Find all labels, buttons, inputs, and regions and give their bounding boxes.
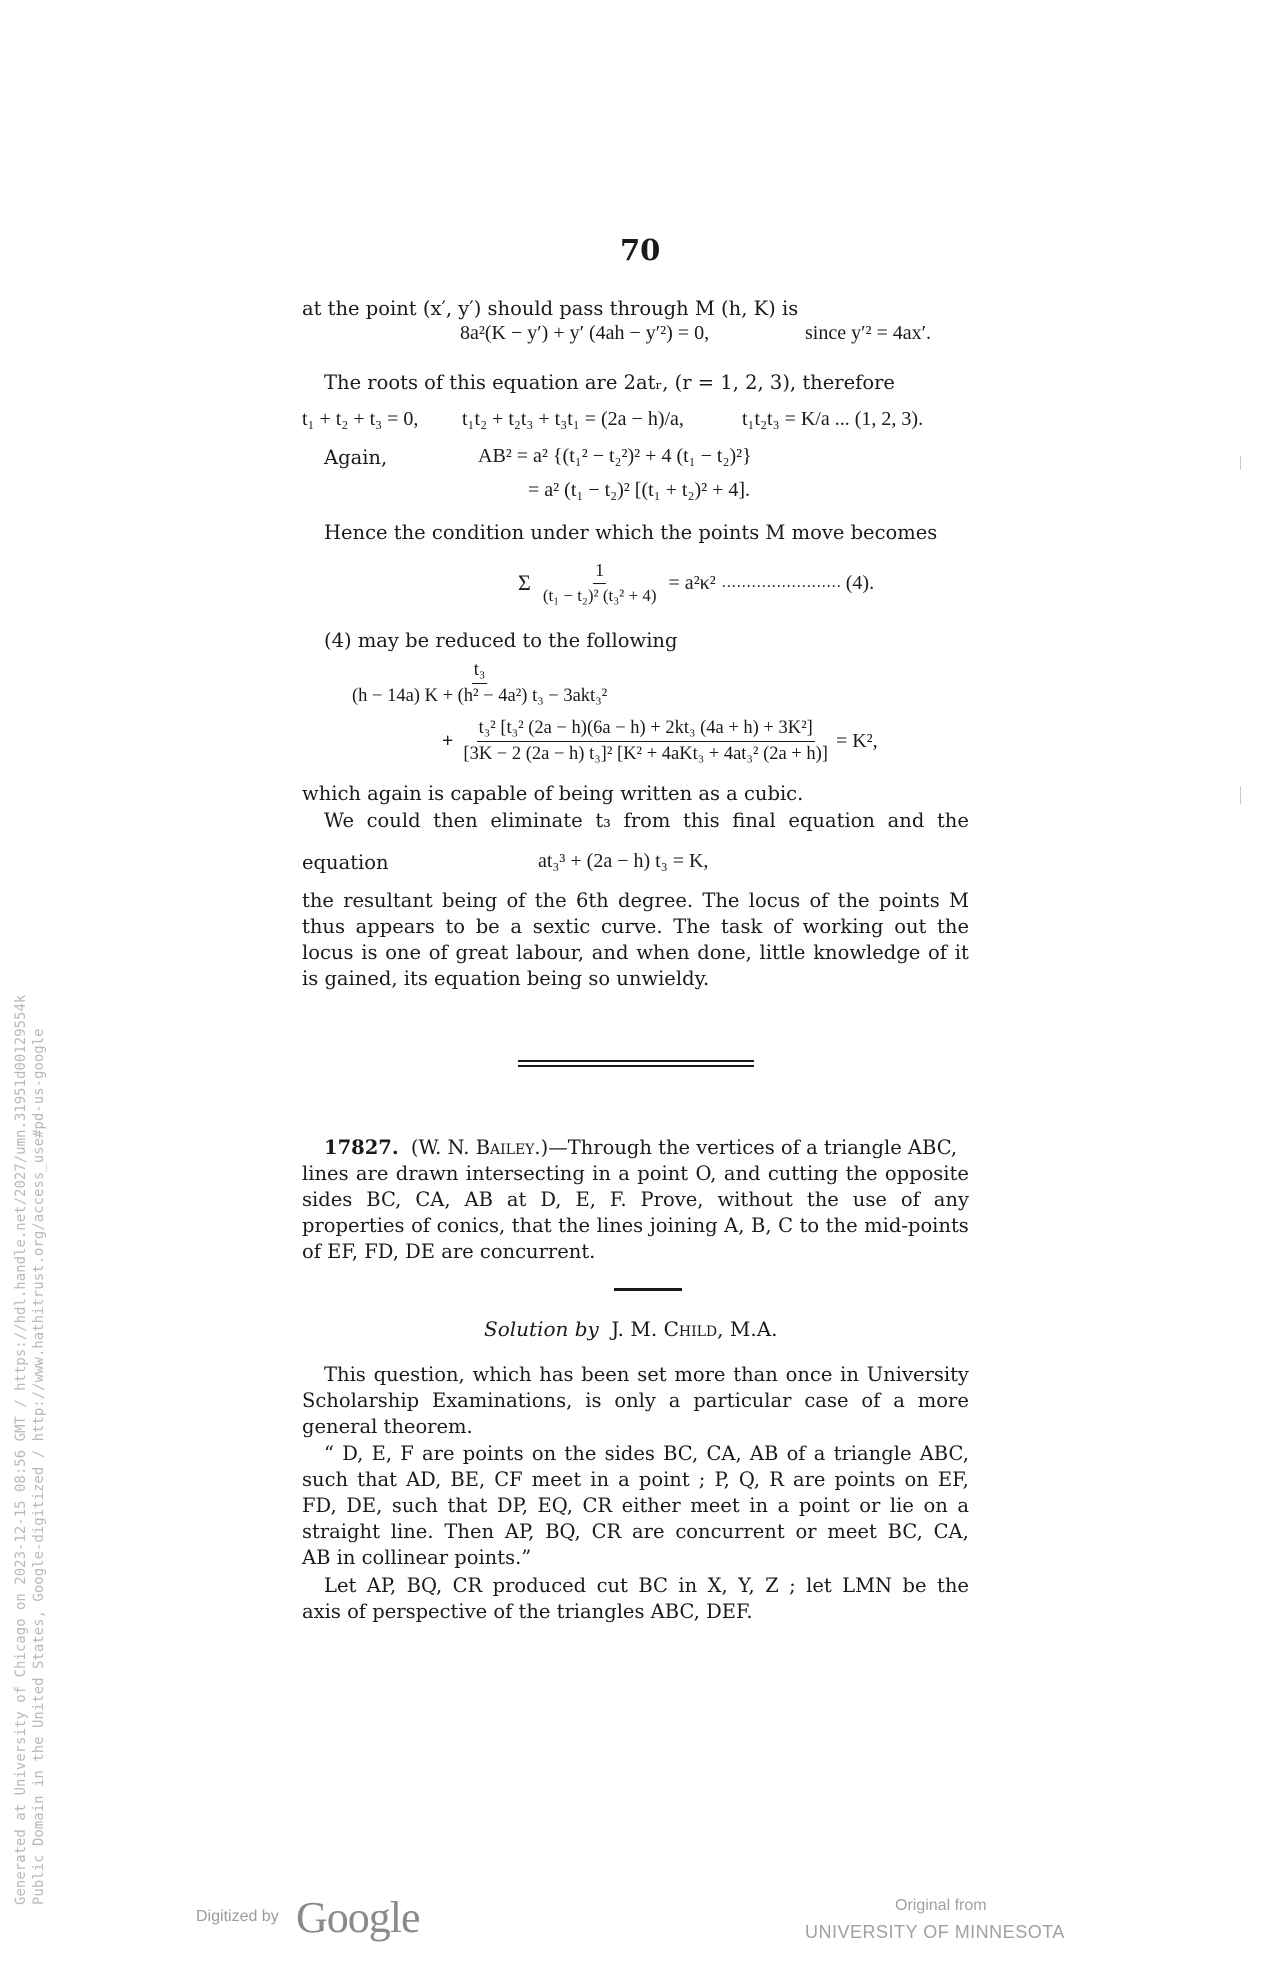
paragraph-line [302, 1467, 969, 1493]
word: lines [302, 1162, 349, 1185]
word: produced [492, 1574, 587, 1597]
word: Z [765, 1574, 779, 1597]
word: which [472, 1363, 532, 1386]
equation-4-tag: (4). [845, 571, 875, 594]
word: are [422, 1442, 455, 1465]
equation-5-denominator-2: [3K − 2 (2a − h) t₃]² [K² + 4aKt₃ + 4at₃² (2a + h)] [463, 744, 828, 764]
word: C [778, 1214, 793, 1237]
word: intersecting [465, 1162, 585, 1185]
word: D, [540, 1188, 562, 1211]
word: the [302, 889, 334, 912]
word: joining [649, 1214, 718, 1237]
word: This [324, 1363, 366, 1386]
word: BQ, [545, 1520, 581, 1543]
provenance-note [12, 995, 48, 1905]
intro-line-2: The roots of this equation are 2atᵣ, (r = 1, 2, 3), therefore [324, 371, 895, 394]
word: A, [724, 1214, 745, 1237]
word: once [785, 1363, 833, 1386]
word: points [834, 1468, 896, 1491]
solution-paragraph-1 [302, 1362, 969, 1440]
solution-paragraph-3 [302, 1573, 969, 1625]
word: one [385, 941, 422, 964]
equation-5-plus: + [442, 730, 454, 752]
word: ABC, [919, 1442, 969, 1465]
word: is [361, 941, 378, 964]
word: F [400, 1442, 414, 1465]
word: point [638, 1468, 690, 1491]
solution-paragraph-2 [302, 1441, 969, 1571]
word: LMN [842, 1574, 893, 1597]
word: or [859, 1494, 881, 1517]
word: BC [638, 1574, 668, 1597]
word: of [861, 1389, 881, 1412]
word: meet [690, 1494, 740, 1517]
original-from-label: Original from [895, 1897, 987, 1914]
word: AP, [366, 1574, 397, 1597]
provenance-line-2: Public Domain in the United States, Google-digitized / http://www.hathitrust.org/access_use#pd-us-google [31, 1028, 47, 1905]
word: CA, [415, 1188, 451, 1211]
word: a [510, 915, 523, 938]
word: M [948, 889, 969, 912]
word: properties [302, 1214, 405, 1237]
page-number: 70 [620, 233, 661, 267]
problem-statement-start: —Through the vertices of a triangle ABC, [548, 1136, 958, 1159]
equation-2b: t₁t₂ + t₂t₃ + t₃t₁ = (2a − h)/a, [462, 408, 684, 430]
equation-5-part1 [350, 660, 609, 707]
word: from [623, 809, 671, 832]
word: D, [342, 1442, 364, 1465]
word: be [902, 1574, 927, 1597]
provenance-line-1: Generated at University of Chicago on 2023-12-15 08:56 GMT / https://hdl.handle.net/2027/umn.31951d00129554k [13, 994, 29, 1905]
google-logo: Google [296, 1893, 420, 1942]
word: of [928, 941, 948, 964]
word: Scholarship [302, 1389, 420, 1412]
word: ; [789, 1574, 796, 1597]
word: AB [464, 1188, 493, 1211]
word: task [721, 915, 763, 938]
word: at [506, 1188, 527, 1211]
equation-5-rhs: = K², [835, 730, 878, 752]
word: that [511, 1214, 552, 1237]
word: that [357, 1468, 397, 1491]
word: let [806, 1574, 832, 1597]
intro-line-6 [324, 808, 969, 834]
word: EF, [937, 1468, 969, 1491]
word: in [592, 1162, 611, 1185]
word: cutting [767, 1162, 839, 1185]
word: the [845, 1162, 878, 1185]
word: any [933, 1188, 969, 1211]
equation-3a: AB² = a² {(t₁² − t₂²)² + 4 (t₁ − t₂)²} [478, 445, 752, 467]
word: EQ, [537, 1494, 573, 1517]
intro-line-4: (4) may be reduced to the following [324, 629, 678, 652]
paragraph-last-line: axis of perspective of the triangles ABC, DEF. [302, 1600, 753, 1623]
equation-2a: t₁ + t₂ + t₃ = 0, [302, 408, 419, 430]
word: mid-points [864, 1214, 969, 1237]
word: on [904, 1468, 929, 1491]
equation-5-fraction-2 [461, 718, 830, 765]
word: points [878, 889, 940, 912]
word: X, [707, 1574, 728, 1597]
word: line. [390, 1520, 434, 1543]
word: the [837, 889, 870, 912]
word: The [673, 915, 711, 938]
word: the [564, 1442, 597, 1465]
word: could [366, 809, 421, 832]
word: more [917, 1389, 969, 1412]
word: ; [698, 1468, 706, 1491]
word: O, [695, 1162, 717, 1185]
word: E, [371, 1442, 393, 1465]
word: the [558, 1214, 591, 1237]
problem-line [302, 1213, 969, 1239]
paragraph-line [302, 1441, 969, 1467]
word: DP, [496, 1494, 528, 1517]
word: BC, [663, 1442, 699, 1465]
word: AD, [406, 1468, 442, 1491]
word: the [937, 915, 969, 938]
word: E, [575, 1188, 596, 1211]
scan-mark [1240, 786, 1241, 804]
word: CA, [933, 1520, 969, 1543]
word: a [893, 1389, 905, 1412]
equation-4-fraction [541, 560, 659, 606]
word: thus [302, 915, 345, 938]
word: AB [749, 1442, 779, 1465]
word: equation [788, 809, 875, 832]
word: when [636, 941, 690, 964]
word: only [614, 1389, 656, 1412]
equation-5-numerator-1: t₃ [472, 660, 488, 684]
word: of [773, 915, 792, 938]
word: CR [452, 1574, 483, 1597]
word: The [702, 889, 740, 912]
word: degree. [618, 889, 694, 912]
word: than [733, 1363, 778, 1386]
paragraph-last-line: general theorem. [302, 1415, 473, 1438]
word: lines [596, 1214, 644, 1237]
word: CF [494, 1468, 523, 1491]
problem-line [302, 1161, 969, 1187]
word: Prove, [640, 1188, 704, 1211]
word: a [618, 1468, 630, 1491]
paragraph-line [302, 1493, 969, 1519]
word: use [852, 1188, 887, 1211]
word: BC, [366, 1188, 402, 1211]
equation-3b: = a² (t₁ − t₂)² [(t₁ + t₂)² + 4]. [528, 479, 751, 501]
word: Y, [738, 1574, 755, 1597]
word: on [531, 1442, 557, 1465]
word: Let [324, 1574, 357, 1597]
solution-author: J. M. Child, M.A. [611, 1317, 778, 1341]
word: Q, [738, 1468, 761, 1491]
word: appears [355, 915, 435, 938]
word: BQ, [406, 1574, 443, 1597]
word: question, [373, 1363, 465, 1386]
word: knowledge [813, 941, 921, 964]
word: the [806, 1188, 839, 1211]
word: Examinations, [431, 1389, 573, 1412]
word: in [590, 1468, 610, 1491]
paragraph-last-line: AB in collinear points.” [302, 1546, 532, 1569]
equation-1: 8a²(K − y′) + y′ (4ah − y′²) = 0, [460, 322, 710, 344]
equation-4-leader: ........................ [721, 574, 842, 591]
problem-first-line [302, 1135, 969, 1161]
word: and [723, 1162, 761, 1185]
word: little [759, 941, 806, 964]
problem-17827 [302, 1135, 969, 1265]
word: CA, [706, 1442, 742, 1465]
word: B, [751, 1214, 772, 1237]
word: a [618, 1162, 630, 1185]
sigma-symbol: Σ [518, 570, 531, 595]
word: the [936, 809, 969, 832]
problem-line [302, 1187, 969, 1213]
word: working [802, 915, 884, 938]
word: a [777, 1494, 790, 1517]
problem-last-line: of EF, FD, DE are concurrent. [302, 1240, 596, 1263]
paragraph-line [302, 1519, 969, 1545]
word: be [475, 915, 500, 938]
intro-paragraph [302, 888, 969, 992]
word: locus [748, 889, 801, 912]
word: are [632, 1520, 665, 1543]
word: AP, [504, 1520, 535, 1543]
intro-line-3: Hence the condition under which the points M move becomes [324, 521, 938, 544]
word: We [324, 809, 354, 832]
word: “ [324, 1442, 334, 1465]
word: 6th [575, 889, 609, 912]
word: been [581, 1363, 630, 1386]
word: locus [302, 941, 354, 964]
word: of [809, 889, 829, 912]
word: in [840, 1363, 859, 1386]
word: curve. [600, 915, 663, 938]
word: opposite [884, 1162, 969, 1185]
equation-label: equation [302, 851, 389, 874]
paragraph-last-line: is gained, its equation being so unwieldy. [302, 967, 710, 990]
paragraph-line [302, 1362, 969, 1388]
word: P, [714, 1468, 730, 1491]
word: t₃ [595, 809, 611, 832]
paragraph-line [302, 940, 969, 966]
word: either [621, 1494, 681, 1517]
word: such [391, 1494, 438, 1517]
digitized-by-label: Digitized by [196, 1908, 279, 1925]
word: a [957, 1494, 969, 1517]
equation-1-condition: since y′² = 4ax′. [805, 322, 931, 344]
equation-5-fraction-1 [350, 660, 609, 707]
paragraph-line [302, 1388, 969, 1414]
again-label: Again, [324, 446, 388, 469]
word: has [539, 1363, 574, 1386]
separator-rule-bottom [518, 1065, 754, 1067]
word: sextic [532, 915, 591, 938]
word: particular [693, 1389, 792, 1412]
word: eliminate [490, 809, 583, 832]
word: a [668, 1389, 681, 1412]
word: is [585, 1389, 602, 1412]
equation-4-denominator: (t₁ − t₂)² (t₃² + 4) [542, 586, 657, 605]
paragraph-line [302, 914, 969, 940]
word: more [674, 1363, 726, 1386]
word: points [462, 1442, 524, 1465]
word: straight [302, 1520, 380, 1543]
word: conics, [436, 1214, 506, 1237]
word: sides [604, 1442, 655, 1465]
word: case [804, 1389, 849, 1412]
word: triangle [833, 1442, 912, 1465]
word: the [825, 1214, 858, 1237]
word: CR [582, 1494, 613, 1517]
word: BE, [450, 1468, 486, 1491]
word: Then [444, 1520, 495, 1543]
word: drawn [395, 1162, 459, 1185]
word: are [355, 1162, 389, 1185]
equation-4-numerator: 1 [593, 560, 606, 584]
word: such [302, 1468, 349, 1491]
word: lie [889, 1494, 914, 1517]
word: cut [596, 1574, 628, 1597]
word: a [813, 1442, 826, 1465]
word: in [749, 1494, 769, 1517]
word: FD, [302, 1494, 337, 1517]
word: of [786, 1442, 806, 1465]
word: that [447, 1494, 488, 1517]
solution-prefix: Solution by [484, 1317, 599, 1341]
institution-name: UNIVERSITY OF MINNESOTA [805, 1922, 1065, 1942]
word: labour, [516, 941, 585, 964]
equation-4 [518, 560, 874, 606]
word: concurrent [675, 1520, 785, 1543]
word: University [866, 1363, 969, 1386]
word: DE, [346, 1494, 383, 1517]
paragraph-line [302, 888, 969, 914]
equation-5-denominator-1: (h − 14a) K + (h² − 4a²) t₃ − 3akt₃² [352, 686, 608, 706]
word: and [591, 941, 629, 964]
word: the [534, 889, 567, 912]
equation-5-part2 [442, 718, 878, 765]
word: set [637, 1363, 667, 1386]
word: resultant [343, 889, 433, 912]
word: BC, [887, 1520, 923, 1543]
separator-rule-top [518, 1060, 754, 1062]
word: are [792, 1468, 826, 1491]
problem-author: (W. N. Bailey.) [410, 1136, 549, 1159]
word: in [678, 1574, 698, 1597]
word: then [433, 809, 478, 832]
word: out [894, 915, 927, 938]
word: being [441, 889, 498, 912]
word: on [923, 1494, 948, 1517]
word: sides [302, 1188, 353, 1211]
word: without [717, 1188, 793, 1211]
equation-6: at₃³ + (2a − h) t₃ = K, [538, 850, 709, 872]
short-rule [614, 1288, 682, 1291]
scan-mark [1240, 456, 1241, 470]
equation-5-numerator-2: t₃² [t₃² (2a − h)(6a − h) + 2kt₃ (4a + h) + 3K²] [477, 718, 815, 742]
word: to [445, 915, 466, 938]
word: and [887, 809, 925, 832]
word: it [954, 941, 969, 964]
word: final [732, 809, 776, 832]
word: the [936, 1574, 969, 1597]
word: R [769, 1468, 784, 1491]
intro-line-5: which again is capable of being written as a cubic. [302, 782, 804, 805]
word: this [683, 809, 720, 832]
equation-2c: t₁t₂t₃ = K/a ... (1, 2, 3). [742, 408, 924, 430]
word: of [411, 1214, 431, 1237]
word: done, [697, 941, 752, 964]
word: point [798, 1494, 850, 1517]
word: of [506, 889, 526, 912]
problem-number: 17827. [324, 1136, 399, 1159]
word: CR [591, 1520, 622, 1543]
word: meet [827, 1520, 877, 1543]
word: or [795, 1520, 817, 1543]
paragraph-line [302, 1573, 969, 1599]
word: of [900, 1188, 920, 1211]
word: to [799, 1214, 820, 1237]
word: great [455, 941, 509, 964]
word: F. [609, 1188, 627, 1211]
equation-4-rhs: = a²κ² [668, 571, 716, 594]
word: point [637, 1162, 689, 1185]
intro-line-1: at the point (x′, y′) should pass through M (h, K) is [302, 297, 799, 320]
word: of [428, 941, 448, 964]
solution-heading [484, 1316, 778, 1342]
word: meet [531, 1468, 582, 1491]
